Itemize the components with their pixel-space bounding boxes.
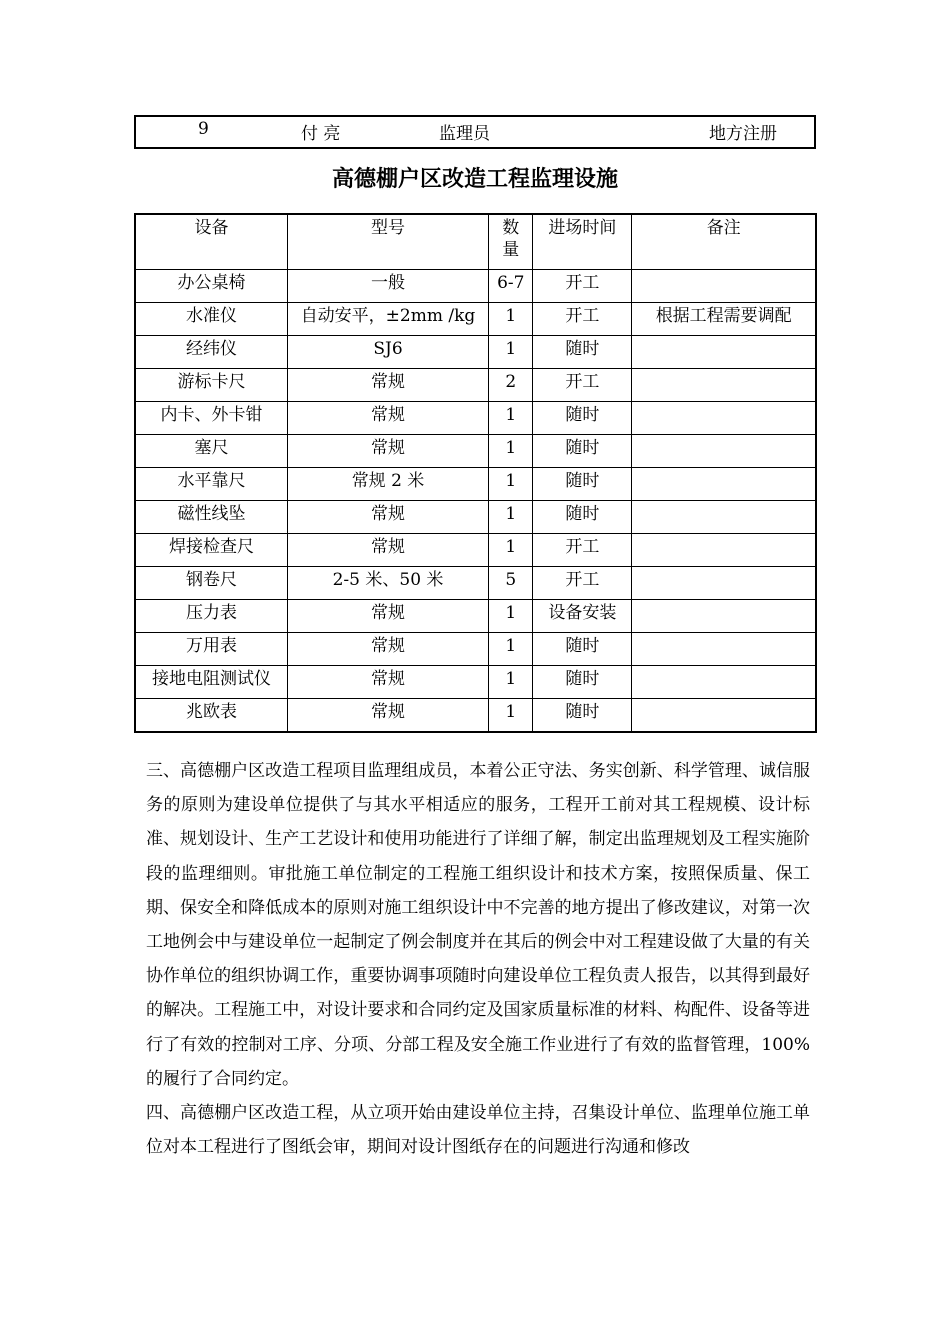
cell-device: 兆欧表 xyxy=(135,699,287,733)
cell-model: 常规 xyxy=(287,600,488,633)
cell-model: 常规 xyxy=(287,633,488,666)
cell-note xyxy=(632,567,816,600)
table-row xyxy=(135,633,816,666)
table-row xyxy=(135,402,816,435)
paragraph-3: 三、高德棚户区改造工程项目监理组成员，本着公正守法、务实创新、科学管理、诚信服务的原则为建设单位提供了与其水平相适应的服务，工程开工前对其工程规模、设计标准、规划设计、生产工艺设计和使用功能进行了详细了解，制定出监理规划及工程实施阶段的监理细则。审批施工单位制定的工程施工组织设计和技术方案，按照保质量、保工期、保安全和降低成本的原则对施工组织设计中不完善的地方提出了修改建议，对第一次工地例会中与建设单位一起制定了例会制度并在其后的例会中对工程建设做了大量的有关协作单位的组织协调工作，重要协调事项随时向建设单位工程负责人报告，以其得到最好的解决。工程施工中，对设计要求和合同约定及国家质量标准的材料、构配件、设备等进行了有效的控制对工序、分项、分部工程及安全施工作业进行了有效的监督管理，100%的履行了合同约定。 xyxy=(146,761,810,1089)
cell-qty: 1 xyxy=(489,336,533,369)
cell-model: 2-5 米、50 米 xyxy=(287,567,488,600)
equipment-table xyxy=(134,213,817,733)
staff-role: 监理员 xyxy=(439,124,490,144)
header-model: 型号 xyxy=(287,214,488,270)
cell-note xyxy=(632,600,816,633)
cell-device: 焊接检查尺 xyxy=(135,534,287,567)
cell-note xyxy=(632,666,816,699)
header-device: 设备 xyxy=(135,214,287,270)
cell-model: 一般 xyxy=(287,270,488,303)
table-row xyxy=(135,468,816,501)
cell-time: 开工 xyxy=(533,303,632,336)
cell-device: 压力表 xyxy=(135,600,287,633)
cell-note xyxy=(632,402,816,435)
cell-time: 设备安装 xyxy=(533,600,632,633)
cell-qty: 1 xyxy=(489,633,533,666)
cell-device: 钢卷尺 xyxy=(135,567,287,600)
header-qty: 数 量 xyxy=(489,214,533,270)
cell-model: 常规 xyxy=(287,699,488,733)
cell-device: 内卡、外卡钳 xyxy=(135,402,287,435)
staff-note: 地方注册 xyxy=(709,124,777,144)
table-row xyxy=(135,666,816,699)
cell-qty: 1 xyxy=(489,402,533,435)
cell-device: 办公桌椅 xyxy=(135,270,287,303)
cell-qty: 6-7 xyxy=(489,270,533,303)
cell-device: 万用表 xyxy=(135,633,287,666)
cell-qty: 1 xyxy=(489,534,533,567)
cell-qty: 1 xyxy=(489,666,533,699)
cell-model: 常规 xyxy=(287,666,488,699)
cell-model: 常规 xyxy=(287,534,488,567)
cell-note xyxy=(632,468,816,501)
cell-device: 磁性线坠 xyxy=(135,501,287,534)
cell-time: 随时 xyxy=(533,402,632,435)
cell-note xyxy=(632,699,816,733)
cell-time: 随时 xyxy=(533,468,632,501)
table-row xyxy=(135,534,816,567)
cell-note xyxy=(632,534,816,567)
staff-row xyxy=(134,115,816,149)
cell-time: 随时 xyxy=(533,435,632,468)
cell-device: 游标卡尺 xyxy=(135,369,287,402)
cell-qty: 1 xyxy=(489,468,533,501)
cell-qty: 2 xyxy=(489,369,533,402)
table-row xyxy=(135,501,816,534)
cell-device: 接地电阻测试仪 xyxy=(135,666,287,699)
paragraph-4: 四、高德棚户区改造工程，从立项开始由建设单位主持，召集设计单位、监理单位施工单位对本工程进行了图纸会审，期间对设计图纸存在的问题进行沟通和修改 xyxy=(146,1103,810,1158)
cell-time: 随时 xyxy=(533,501,632,534)
cell-note: 根据工程需要调配 xyxy=(632,303,816,336)
cell-model: 常规 xyxy=(287,501,488,534)
table-row xyxy=(135,567,816,600)
cell-model: 常规 2 米 xyxy=(287,468,488,501)
cell-device: 塞尺 xyxy=(135,435,287,468)
cell-model: 常规 xyxy=(287,435,488,468)
body-text xyxy=(146,754,810,1164)
cell-note xyxy=(632,633,816,666)
staff-name: 付 亮 xyxy=(301,124,341,144)
cell-qty: 1 xyxy=(489,699,533,733)
cell-model: 常规 xyxy=(287,402,488,435)
table-row xyxy=(135,369,816,402)
cell-time: 开工 xyxy=(533,534,632,567)
cell-time: 开工 xyxy=(533,270,632,303)
cell-time: 随时 xyxy=(533,336,632,369)
page-title: 高德棚户区改造工程监理设施 xyxy=(331,166,618,192)
cell-note xyxy=(632,270,816,303)
cell-time: 随时 xyxy=(533,633,632,666)
header-note: 备注 xyxy=(632,214,816,270)
header-time: 进场时间 xyxy=(533,214,632,270)
cell-device: 水准仪 xyxy=(135,303,287,336)
staff-number: 9 xyxy=(198,119,209,139)
cell-model: 自动安平，±2mm /kg xyxy=(287,303,488,336)
table-header-row xyxy=(135,214,816,270)
cell-time: 随时 xyxy=(533,666,632,699)
cell-qty: 1 xyxy=(489,600,533,633)
cell-time: 开工 xyxy=(533,369,632,402)
table-row xyxy=(135,600,816,633)
cell-qty: 1 xyxy=(489,435,533,468)
cell-note xyxy=(632,336,816,369)
table-row xyxy=(135,699,816,733)
cell-device: 水平靠尺 xyxy=(135,468,287,501)
table-row xyxy=(135,270,816,303)
cell-device: 经纬仪 xyxy=(135,336,287,369)
cell-model: SJ6 xyxy=(287,336,488,369)
cell-time: 开工 xyxy=(533,567,632,600)
table-row xyxy=(135,336,816,369)
cell-model: 常规 xyxy=(287,369,488,402)
cell-qty: 1 xyxy=(489,303,533,336)
cell-time: 随时 xyxy=(533,699,632,733)
cell-note xyxy=(632,435,816,468)
cell-note xyxy=(632,501,816,534)
cell-qty: 5 xyxy=(489,567,533,600)
table-row xyxy=(135,435,816,468)
table-row xyxy=(135,303,816,336)
cell-qty: 1 xyxy=(489,501,533,534)
cell-note xyxy=(632,369,816,402)
